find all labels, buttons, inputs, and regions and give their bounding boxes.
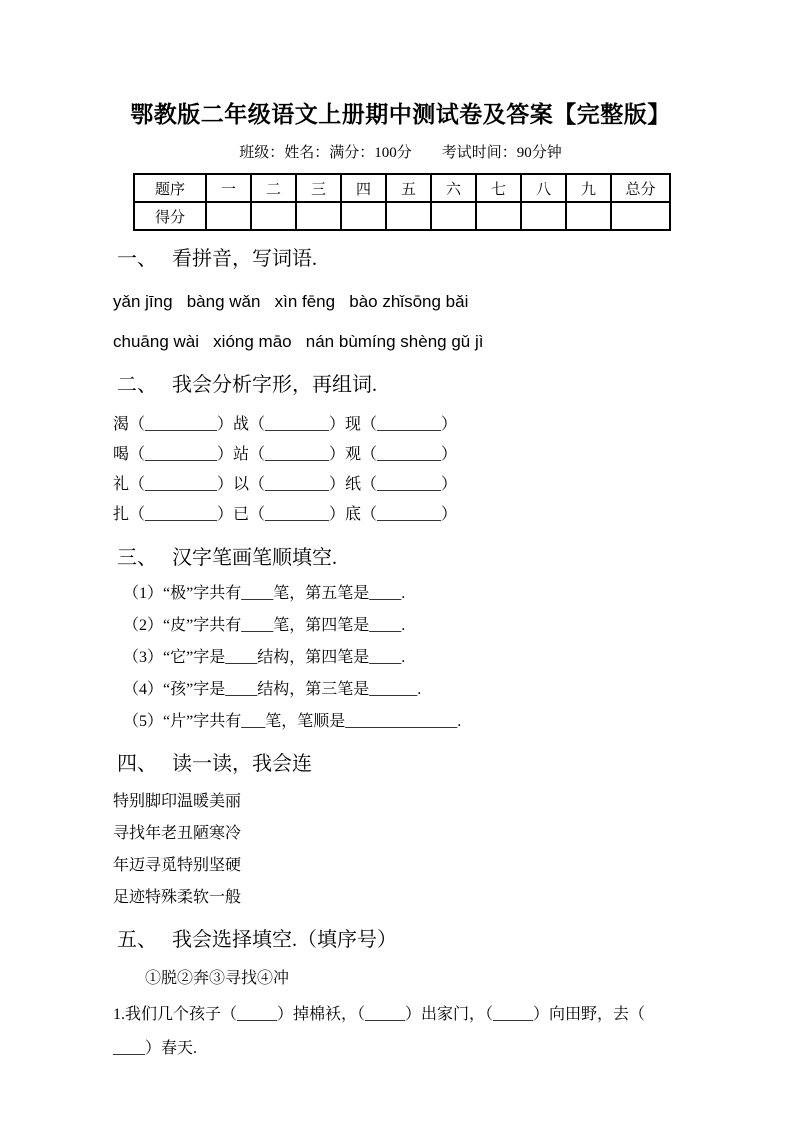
score-cell <box>341 202 386 230</box>
section-number: 四、 <box>117 753 157 775</box>
section-pinyin <box>113 246 688 353</box>
section-heading <box>117 246 688 273</box>
word-formation-line: 扎（_________）已（________）底（________） <box>113 506 458 523</box>
section-title: 读一读，我会连 <box>172 753 312 775</box>
score-header-cell: 总分 <box>611 174 670 202</box>
matching-line: 年迈寻觅特别坚硬 <box>113 857 242 874</box>
page-title: 鄂教版二年级语文上册期中测试卷及答案【完整版】 <box>130 102 671 127</box>
score-header-cell: 一 <box>206 174 251 202</box>
section-title: 看拼音，写词语. <box>172 248 317 270</box>
matching-line: 特别脚印温暖美丽 <box>113 793 242 810</box>
score-header-cell: 八 <box>521 174 566 202</box>
info-line: 班级：姓名：满分：100分 考试时间：90分钟 <box>239 145 562 161</box>
section-title: 汉字笔画笔顺填空. <box>172 547 337 569</box>
score-table <box>133 173 671 231</box>
stroke-order-item: （1）“极”字共有____笔，第五笔是____. <box>123 585 406 602</box>
pinyin-line: chuāng wài xióng māo nán bùmíng shèng gǔ jì <box>113 332 484 351</box>
section-title: 我会选择填空.（填序号） <box>172 929 397 951</box>
section-heading <box>117 545 688 572</box>
section-number: 二、 <box>117 374 157 396</box>
question-line: ____）春天. <box>113 1040 198 1057</box>
score-header-cell: 九 <box>566 174 611 202</box>
score-cell <box>296 202 341 230</box>
section-heading <box>117 751 688 778</box>
question-line: 1.我们几个孩子（_____）掉棉袄，（_____）出家门，（_____）向田野，去（ <box>113 1006 646 1023</box>
section-word-formation <box>113 372 688 530</box>
word-formation-line: 喝（_________）站（________）观（________） <box>113 446 458 463</box>
section-heading <box>117 927 688 954</box>
score-cell <box>476 202 521 230</box>
score-cell <box>251 202 296 230</box>
section-title: 我会分析字形，再组词. <box>172 374 377 396</box>
score-header-cell: 四 <box>341 174 386 202</box>
section-matching <box>113 751 688 914</box>
stroke-order-item: （5）“片”字共有___笔，笔顺是______________. <box>123 713 462 730</box>
score-table-score-row <box>134 202 670 230</box>
question-block <box>113 998 688 1066</box>
section-number: 五、 <box>117 929 157 951</box>
section-heading <box>117 372 688 399</box>
score-header-cell: 三 <box>296 174 341 202</box>
stroke-order-item: （2）“皮”字共有____笔，第四笔是____. <box>123 617 406 634</box>
score-row-label: 得分 <box>134 202 206 230</box>
word-formation-block <box>113 410 688 530</box>
score-header-cell: 二 <box>251 174 296 202</box>
score-header-cell: 题序 <box>134 174 206 202</box>
score-cell <box>611 202 670 230</box>
word-formation-line: 渴（_________）战（________）现（________） <box>113 416 458 433</box>
stroke-order-block <box>113 578 688 738</box>
pinyin-line: yǎn jīng bàng wǎn xìn fēng bào zhǐsōng bǎi <box>113 292 469 311</box>
matching-block <box>113 786 688 914</box>
score-cell <box>206 202 251 230</box>
options-line: ①脱②奔③寻找④冲 <box>145 970 290 987</box>
score-cell <box>566 202 611 230</box>
score-cell <box>386 202 431 230</box>
section-number: 一、 <box>117 248 157 270</box>
score-header-cell: 五 <box>386 174 431 202</box>
score-header-cell: 六 <box>431 174 476 202</box>
score-cell <box>431 202 476 230</box>
word-formation-line: 礼（_________）以（________）纸（________） <box>113 476 458 493</box>
matching-line: 足迹特殊柔软一般 <box>113 889 242 906</box>
section-number: 三、 <box>117 547 157 569</box>
section-choose-fill <box>113 927 688 1066</box>
score-cell <box>521 202 566 230</box>
score-header-cell: 七 <box>476 174 521 202</box>
score-table-header-row <box>134 174 670 202</box>
matching-line: 寻找年老丑陋寒冷 <box>113 825 242 842</box>
stroke-order-item: （3）“它”字是____结构，第四笔是____. <box>123 649 406 666</box>
stroke-order-item: （4）“孩”字是____结构，第三笔是______. <box>123 681 422 698</box>
section-stroke-order <box>113 545 688 738</box>
